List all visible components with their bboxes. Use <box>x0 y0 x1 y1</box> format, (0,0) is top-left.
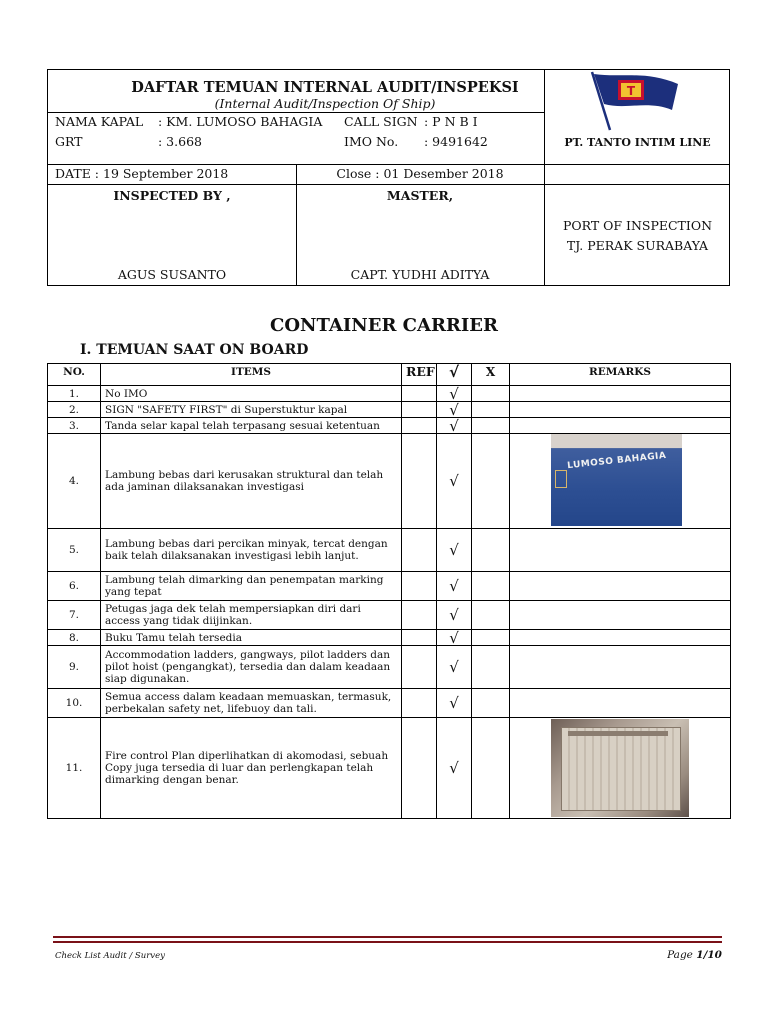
row-remarks <box>510 418 731 434</box>
imo-value: : 9491642 <box>424 134 488 149</box>
plan-heading <box>568 731 668 736</box>
row-check: √ <box>437 418 472 434</box>
header-check: √ <box>437 364 472 386</box>
logo-letter: T <box>626 84 636 98</box>
row-ref <box>402 529 437 572</box>
row-no: 1. <box>48 386 101 402</box>
row-x <box>472 646 510 689</box>
row-x <box>472 386 510 402</box>
row-item: Semua access dalam keadaan memuaskan, termasuk, perbekalan safety net, lifebuoy dan tali. <box>101 689 402 718</box>
row-x <box>472 434 510 529</box>
row-remarks <box>510 630 731 646</box>
row-ref <box>402 418 437 434</box>
row-x <box>472 572 510 601</box>
row-remarks <box>510 572 731 601</box>
row-check: √ <box>437 402 472 418</box>
row-check: √ <box>437 601 472 630</box>
table-row <box>48 646 731 689</box>
row-check: √ <box>437 646 472 689</box>
document-title: DAFTAR TEMUAN INTERNAL AUDIT/INSPEKSI <box>131 79 519 96</box>
footer-doc-name: Check List Audit / Survey <box>55 951 165 961</box>
header-divider <box>48 164 730 165</box>
section-title: CONTAINER CARRIER <box>270 315 498 336</box>
row-no: 10. <box>48 689 101 718</box>
page-value: 1/10 <box>696 949 722 961</box>
call-sign-value: : P N B I <box>424 114 478 129</box>
company-name: PT. TANTO INTIM LINE <box>564 136 711 149</box>
row-x <box>472 418 510 434</box>
row-ref <box>402 630 437 646</box>
row-item: Petugas jaga dek telah mempersiapkan diri dari access yang tidak diijinkan. <box>101 601 402 630</box>
header-divider <box>48 112 544 113</box>
call-sign-label: CALL SIGN <box>344 114 418 129</box>
table-header-row <box>48 364 731 386</box>
row-item: Accommodation ladders, gangways, pilot ladders dan pilot hoist (pengangkat), tersedia dan dalam keadaan siap digunakan. <box>101 646 402 689</box>
header-remarks: REMARKS <box>510 364 731 386</box>
row-item: Tanda selar kapal telah terpasang sesuai ketentuan <box>101 418 402 434</box>
header-items: ITEMS <box>101 364 402 386</box>
row-no: 9. <box>48 646 101 689</box>
row-ref <box>402 646 437 689</box>
footer-rule <box>53 936 722 938</box>
row-item: Lambung bebas dari kerusakan struktural dan telah ada jaminan dilaksanakan investigasi <box>101 434 402 529</box>
row-remarks <box>510 402 731 418</box>
table-row <box>48 630 731 646</box>
row-x <box>472 529 510 572</box>
table-row <box>48 386 731 402</box>
row-ref <box>402 402 437 418</box>
draft-mark <box>555 470 567 488</box>
row-remarks <box>510 601 731 630</box>
row-remarks <box>510 689 731 718</box>
table-row <box>48 689 731 718</box>
row-item: SIGN "SAFETY FIRST" di Superstuktur kapal <box>101 402 402 418</box>
row-no: 2. <box>48 402 101 418</box>
row-no: 4. <box>48 434 101 529</box>
header-column-divider <box>544 70 545 286</box>
row-no: 8. <box>48 630 101 646</box>
row-check: √ <box>437 572 472 601</box>
row-item: Buku Tamu telah tersedia <box>101 630 402 646</box>
row-ref <box>402 689 437 718</box>
inspected-by-label: INSPECTED BY , <box>113 188 231 203</box>
row-remarks <box>510 386 731 402</box>
ship-deck <box>551 434 682 448</box>
row-x <box>472 689 510 718</box>
row-no: 7. <box>48 601 101 630</box>
row-ref <box>402 572 437 601</box>
row-no: 6. <box>48 572 101 601</box>
row-x <box>472 402 510 418</box>
page-number <box>640 949 722 961</box>
row-x <box>472 601 510 630</box>
row-check: √ <box>437 718 472 819</box>
ship-hull-photo <box>551 434 682 526</box>
plan-sheet <box>561 727 681 811</box>
page-label: Page <box>667 949 693 961</box>
row-check: √ <box>437 689 472 718</box>
master-label: MASTER, <box>386 188 454 203</box>
inspector-name: AGUS SUSANTO <box>117 267 227 282</box>
row-ref <box>402 434 437 529</box>
row-check: √ <box>437 630 472 646</box>
row-x <box>472 718 510 819</box>
row-ref <box>402 601 437 630</box>
row-remarks <box>510 646 731 689</box>
nama-kapal-label: NAMA KAPAL <box>55 114 144 129</box>
grt-value: : 3.668 <box>158 134 202 149</box>
row-check: √ <box>437 529 472 572</box>
row-check: √ <box>437 434 472 529</box>
row-item: Lambung bebas dari percikan minyak, tercat dengan baik telah dilaksanakan investigasi lebih lanjut. <box>101 529 402 572</box>
close-date-field: Close : 01 Desember 2018 <box>336 166 504 181</box>
grt-label: GRT <box>55 134 83 149</box>
table-row <box>48 529 731 572</box>
imo-label: IMO No. <box>344 134 399 149</box>
fire-control-plan-photo <box>551 719 689 817</box>
table-row <box>48 572 731 601</box>
ship-name-on-hull: LUMOSO BAHAGIA <box>566 450 667 472</box>
port-value: TJ. PERAK SURABAYA <box>566 238 709 253</box>
row-item: No IMO <box>101 386 402 402</box>
row-remarks <box>510 529 731 572</box>
row-x <box>472 630 510 646</box>
table-row <box>48 402 731 418</box>
row-ref <box>402 718 437 819</box>
date-field: DATE : 19 September 2018 <box>55 166 229 181</box>
row-no: 5. <box>48 529 101 572</box>
row-check: √ <box>437 386 472 402</box>
row-no: 3. <box>48 418 101 434</box>
row-item: Lambung telah dimarking dan penempatan marking yang tepat <box>101 572 402 601</box>
row-item: Fire control Plan diperlihatkan di akomodasi, sebuah Copy juga tersedia di luar dan perlengkapan telah dimarking dengan benar. <box>101 718 402 819</box>
header-divider <box>48 184 730 185</box>
master-name: CAPT. YUDHI ADITYA <box>350 267 490 282</box>
row-no: 11. <box>48 718 101 819</box>
section-subtitle: I. TEMUAN SAAT ON BOARD <box>80 342 309 358</box>
document-subtitle: (Internal Audit/Inspection Of Ship) <box>214 96 436 111</box>
nama-kapal-value: : KM. LUMOSO BAHAGIA <box>158 114 323 129</box>
header-x: X <box>472 364 510 386</box>
company-logo <box>590 70 682 134</box>
table-row <box>48 418 731 434</box>
footer-rule <box>53 941 722 943</box>
header-no: NO. <box>48 364 101 386</box>
table-row <box>48 601 731 630</box>
row-ref <box>402 386 437 402</box>
header-ref: REF <box>402 364 437 386</box>
port-label: PORT OF INSPECTION <box>562 218 713 233</box>
